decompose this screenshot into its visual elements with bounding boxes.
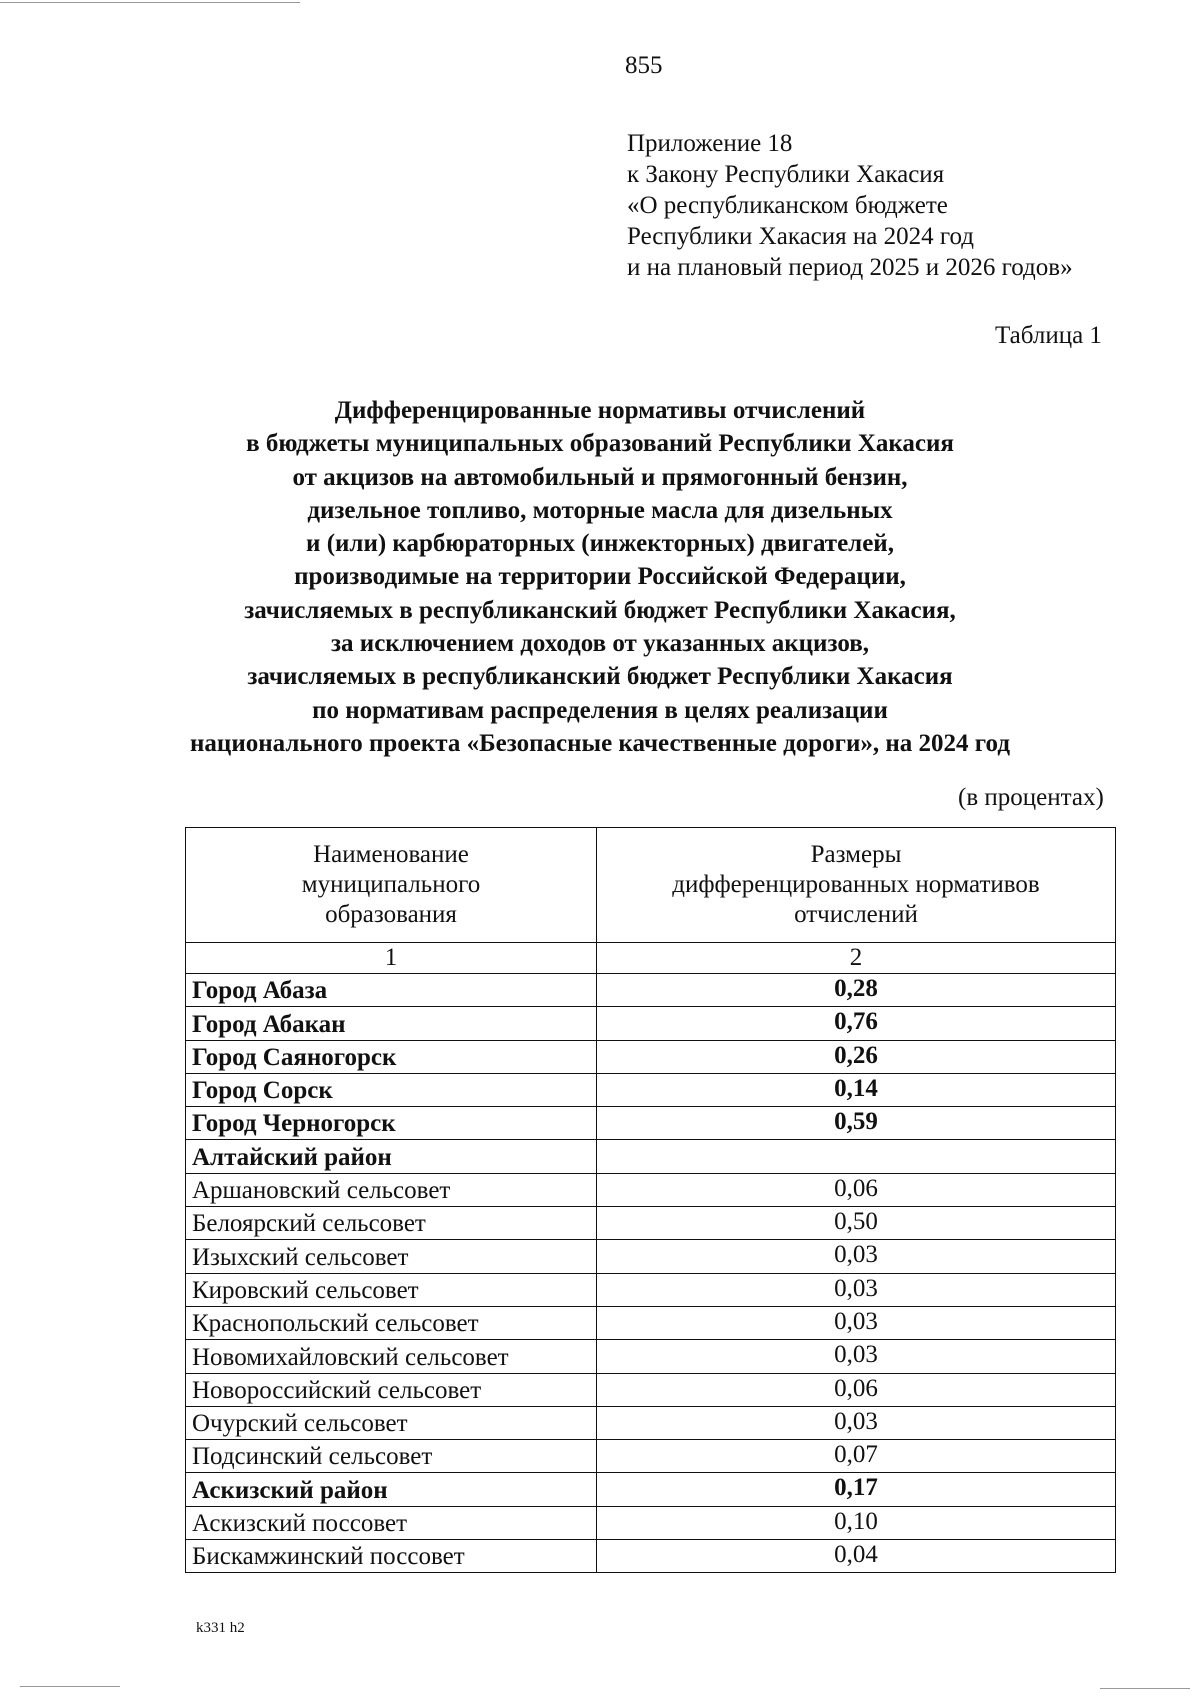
title-line: Дифференцированные нормативы отчислений bbox=[334, 397, 866, 424]
title-line: за исключением доходов от указанных акцизов, bbox=[331, 630, 869, 658]
table-row bbox=[186, 1440, 1116, 1473]
title-line: дизельное топливо, моторные масла для дизельных bbox=[307, 496, 893, 524]
title-line: от акцизов на автомобильный и прямогонный бензин, bbox=[292, 463, 908, 491]
table-row bbox=[186, 1040, 1116, 1073]
norm-value: 0,06 bbox=[597, 1173, 1116, 1206]
municipality-name: Новороссийский сельсовет bbox=[186, 1373, 597, 1406]
table-row bbox=[186, 1340, 1116, 1373]
title-line: зачисляемых в республиканский бюджет Республики Хакасия, bbox=[244, 596, 956, 624]
norm-value: 0,04 bbox=[597, 1540, 1116, 1573]
scan-edge-bottom-right bbox=[1100, 1688, 1190, 1689]
header-norm-size bbox=[597, 828, 1116, 943]
table-row bbox=[186, 1007, 1116, 1040]
unit-note: (в процентах) bbox=[958, 784, 1104, 811]
table-row bbox=[186, 1173, 1116, 1206]
municipality-name: Кировский сельсовет bbox=[186, 1273, 597, 1306]
header-line: отчислений bbox=[794, 901, 918, 928]
norm-value: 0,10 bbox=[597, 1506, 1116, 1539]
column-number: 2 bbox=[597, 943, 1116, 974]
table-row bbox=[186, 1240, 1116, 1273]
municipality-name: Бискамжинский поссовет bbox=[186, 1540, 597, 1573]
municipality-name: Город Сорск bbox=[186, 1073, 597, 1106]
table-row bbox=[186, 1373, 1116, 1406]
municipality-name: Город Абаза bbox=[186, 974, 597, 1007]
table-row bbox=[186, 1506, 1116, 1539]
title-line: и (или) карбюраторных (инжекторных) двигателей, bbox=[306, 530, 894, 558]
table-label: Таблица 1 bbox=[995, 322, 1102, 349]
title-line: производимые на территории Российской Федерации, bbox=[294, 563, 906, 591]
appendix-heading bbox=[627, 128, 1073, 283]
norm-value: 0,59 bbox=[597, 1107, 1116, 1140]
municipality-name: Краснопольский сельсовет bbox=[186, 1306, 597, 1339]
appendix-line: и на плановый период 2025 и 2026 годов» bbox=[627, 254, 1073, 281]
municipality-name: Аскизский район bbox=[186, 1473, 597, 1506]
table-row bbox=[186, 1140, 1116, 1173]
scan-edge-top bbox=[0, 2, 300, 3]
title-line: зачисляемых в республиканский бюджет Республики Хакасия bbox=[247, 663, 953, 691]
header-line: Наименование bbox=[313, 841, 469, 868]
municipality-name: Город Абакан bbox=[186, 1007, 597, 1040]
norm-value: 0,03 bbox=[597, 1240, 1116, 1273]
municipality-name: Изыхский сельсовет bbox=[186, 1240, 597, 1273]
municipality-name: Аскизский поссовет bbox=[186, 1506, 597, 1539]
table-row bbox=[186, 1107, 1116, 1140]
norm-value: 0,26 bbox=[597, 1040, 1116, 1073]
norm-value: 0,76 bbox=[597, 1007, 1116, 1040]
header-line: образования bbox=[325, 901, 457, 928]
header-line: муниципального bbox=[301, 871, 481, 898]
header-line: Размеры bbox=[810, 841, 902, 868]
document-title bbox=[150, 394, 1050, 760]
municipality-name: Очурский сельсовет bbox=[186, 1406, 597, 1439]
appendix-line: к Закону Республики Хакасия bbox=[627, 161, 945, 188]
table-body bbox=[186, 974, 1116, 1573]
page-number: 855 bbox=[625, 52, 663, 79]
norm-value: 0,17 bbox=[597, 1473, 1116, 1506]
norm-value: 0,14 bbox=[597, 1073, 1116, 1106]
norm-value: 0,07 bbox=[597, 1440, 1116, 1473]
norm-value: 0,03 bbox=[597, 1340, 1116, 1373]
municipality-name: Алтайский район bbox=[186, 1140, 597, 1173]
appendix-line: Приложение 18 bbox=[627, 130, 793, 157]
table-row bbox=[186, 1473, 1116, 1506]
title-line: в бюджеты муниципальных образований Республики Хакасия bbox=[246, 430, 954, 458]
header-line: дифференцированных нормативов bbox=[672, 871, 1040, 898]
table-row bbox=[186, 974, 1116, 1007]
municipality-name: Новомихайловский сельсовет bbox=[186, 1340, 597, 1373]
norm-value: 0,03 bbox=[597, 1273, 1116, 1306]
norm-value: 0,06 bbox=[597, 1373, 1116, 1406]
column-number: 1 bbox=[186, 943, 597, 974]
table-row bbox=[186, 1406, 1116, 1439]
title-line: по нормативам распределения в целях реализации bbox=[312, 696, 888, 724]
norm-value: 0,03 bbox=[597, 1406, 1116, 1439]
appendix-line: «О республиканском бюджете bbox=[627, 192, 948, 219]
table-row bbox=[186, 1306, 1116, 1339]
header-municipality bbox=[186, 828, 597, 943]
table-row bbox=[186, 1207, 1116, 1240]
municipality-name: Белоярский сельсовет bbox=[186, 1207, 597, 1240]
table-row bbox=[186, 1540, 1116, 1573]
norm-value: 0,28 bbox=[597, 974, 1116, 1007]
scan-edge-bottom-left bbox=[20, 1686, 120, 1687]
municipality-name: Аршановский сельсовет bbox=[186, 1173, 597, 1206]
municipality-name: Город Саяногорск bbox=[186, 1040, 597, 1073]
title-line: национального проекта «Безопасные качественные дороги», на 2024 год bbox=[190, 729, 1010, 757]
appendix-line: Республики Хакасия на 2024 год bbox=[627, 223, 975, 250]
norm-value bbox=[597, 1140, 1116, 1173]
table-row bbox=[186, 1073, 1116, 1106]
norms-table bbox=[185, 827, 1116, 1573]
norm-value: 0,50 bbox=[597, 1207, 1116, 1240]
norm-value: 0,03 bbox=[597, 1306, 1116, 1339]
table-header-row bbox=[186, 828, 1116, 943]
column-number-row bbox=[186, 943, 1116, 974]
footer-code: k331 h2 bbox=[196, 1620, 245, 1636]
table-row bbox=[186, 1273, 1116, 1306]
municipality-name: Город Черногорск bbox=[186, 1107, 597, 1140]
municipality-name: Подсинский сельсовет bbox=[186, 1440, 597, 1473]
